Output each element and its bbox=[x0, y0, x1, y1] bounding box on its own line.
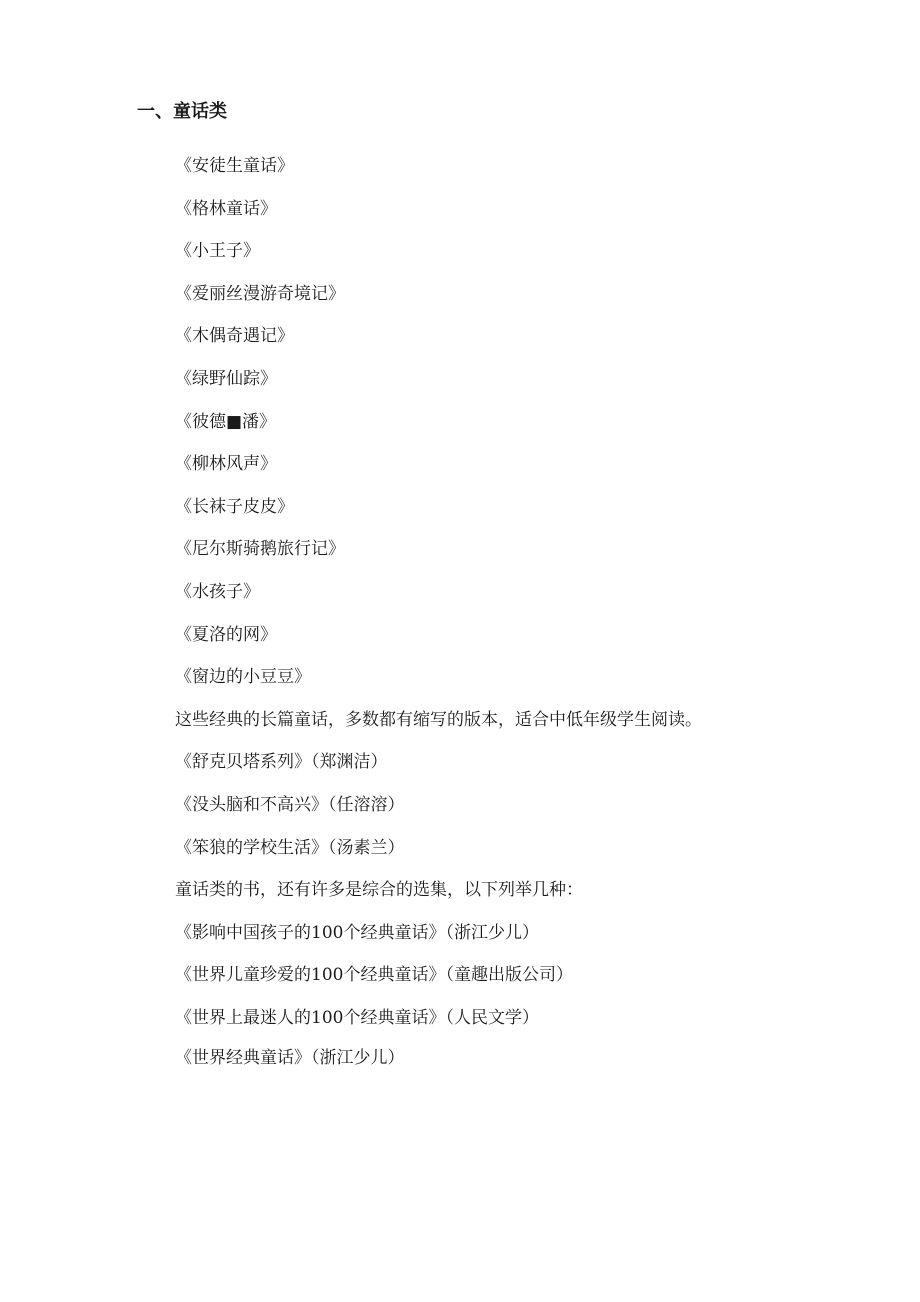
list-item: 《安徒生童话》 bbox=[175, 156, 294, 176]
list-item: 《绿野仙踪》 bbox=[175, 368, 277, 389]
list-item: 《水孩子》 bbox=[175, 581, 260, 602]
paragraph: 童话类的书，还有许多是综合的选集，以下列举几种： bbox=[175, 880, 583, 901]
list-item: 《世界经典童话》（浙江少儿） bbox=[175, 1047, 405, 1068]
list-item: 《爱丽丝漫游奇境记》 bbox=[175, 283, 345, 304]
list-item: 《没头脑和不高兴》（任溶溶） bbox=[175, 794, 405, 815]
list-item: 《窗边的小豆豆》 bbox=[175, 667, 311, 688]
list-item: 《世界儿童珍爱的100个经典童话》（童趣出版公司） bbox=[175, 965, 573, 986]
list-item: 《舒克贝塔系列》（郑渊洁） bbox=[175, 752, 388, 773]
list-item: 《夏洛的网》 bbox=[175, 624, 277, 645]
book-list bbox=[175, 153, 702, 1087]
list-item: 《木偶奇遇记》 bbox=[175, 326, 294, 347]
list-item: 《世界上最迷人的100个经典童话》（人民文学） bbox=[175, 1007, 539, 1028]
list-item: 《长袜子皮皮》 bbox=[175, 496, 294, 517]
list-item: 《影响中国孩子的100个经典童话》（浙江少儿） bbox=[175, 922, 539, 943]
section-heading: 一、童话类 bbox=[137, 101, 227, 122]
paragraph: 这些经典的长篇童话，多数都有缩写的版本，适合中低年级学生阅读。 bbox=[175, 709, 702, 730]
list-item: 《格林童话》 bbox=[175, 198, 277, 219]
list-item: 《小王子》 bbox=[175, 241, 260, 262]
list-item: 《尼尔斯骑鹅旅行记》 bbox=[175, 539, 345, 560]
list-item: 《彼德■潘》 bbox=[175, 411, 277, 432]
list-item: 《笨狼的学校生活》（汤素兰） bbox=[175, 837, 405, 858]
list-item: 《柳林风声》 bbox=[175, 454, 277, 475]
